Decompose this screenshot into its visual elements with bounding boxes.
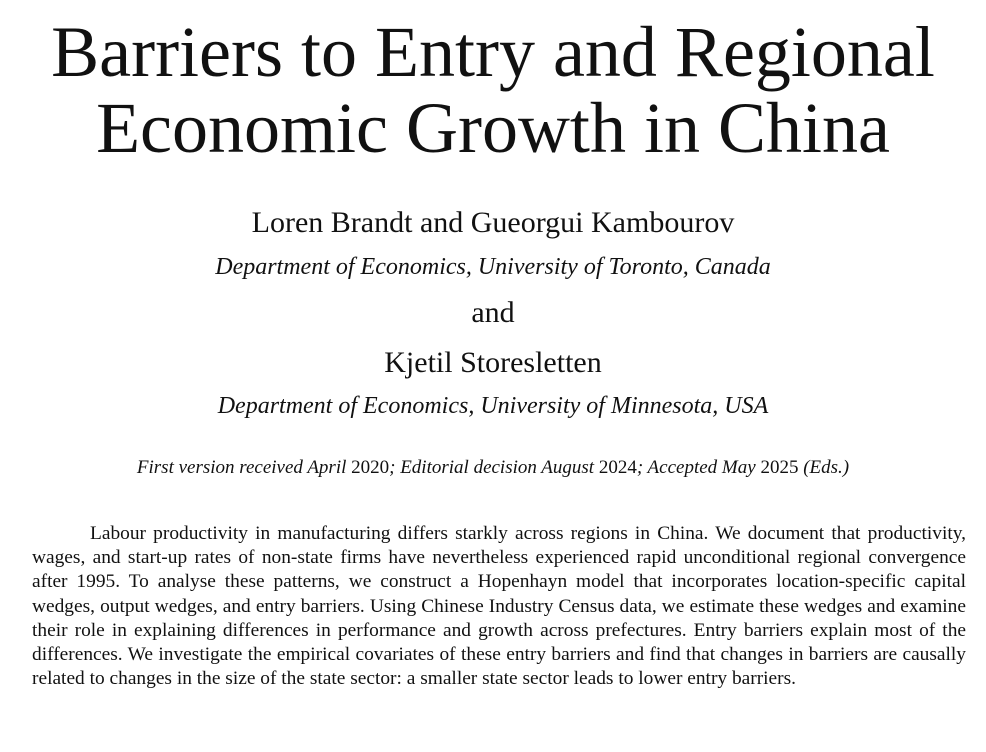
received-year: 2020: [351, 457, 390, 478]
author-affiliation-2: Department of Economics, University of Minnesota, USA: [217, 393, 769, 419]
paper-title: [0, 14, 986, 166]
accepted-label: ; Accepted May: [636, 457, 761, 478]
author-names-1: Loren Brandt and Gueorgui Kambourov: [251, 206, 735, 239]
paper-title-line-2: Economic Growth in China: [96, 88, 890, 168]
editors-note: (Eds.): [798, 457, 850, 478]
decision-label: ; Editorial decision August: [389, 457, 599, 478]
author-names-2: Kjetil Storesletten: [384, 346, 602, 379]
paper-title-line-1: Barriers to Entry and Regional: [51, 12, 935, 92]
decision-year: 2024: [598, 457, 637, 478]
author-affiliation-1: Department of Economics, University of Toronto, Canada: [215, 254, 771, 280]
received-label: First version received April: [136, 457, 352, 478]
submission-history: [0, 456, 986, 480]
accepted-year: 2025: [760, 457, 799, 478]
author-conjunction: and: [471, 296, 515, 329]
abstract-text: Labour productivity in manufacturing differs starkly across regions in China. We document that productivity, wages, and start-up rates of non-state firms have nevertheless experienced rapid unconditional regional convergence after 1995. To analyse these patterns, we construct a Hopenhayn model that incorporates location-specific capital wedges, output wedges, and entry barriers. Using Chinese Industry Census data, we estimate these wedges and examine their role in explaining differences in performance and growth across prefectures. Entry barriers explain most of the differences. We investigate the empirical covariates of these entry barriers and find that changes in barriers are causally related to changes in the size of the state sector: a smaller state sector leads to lower entry barriers.: [32, 523, 966, 690]
